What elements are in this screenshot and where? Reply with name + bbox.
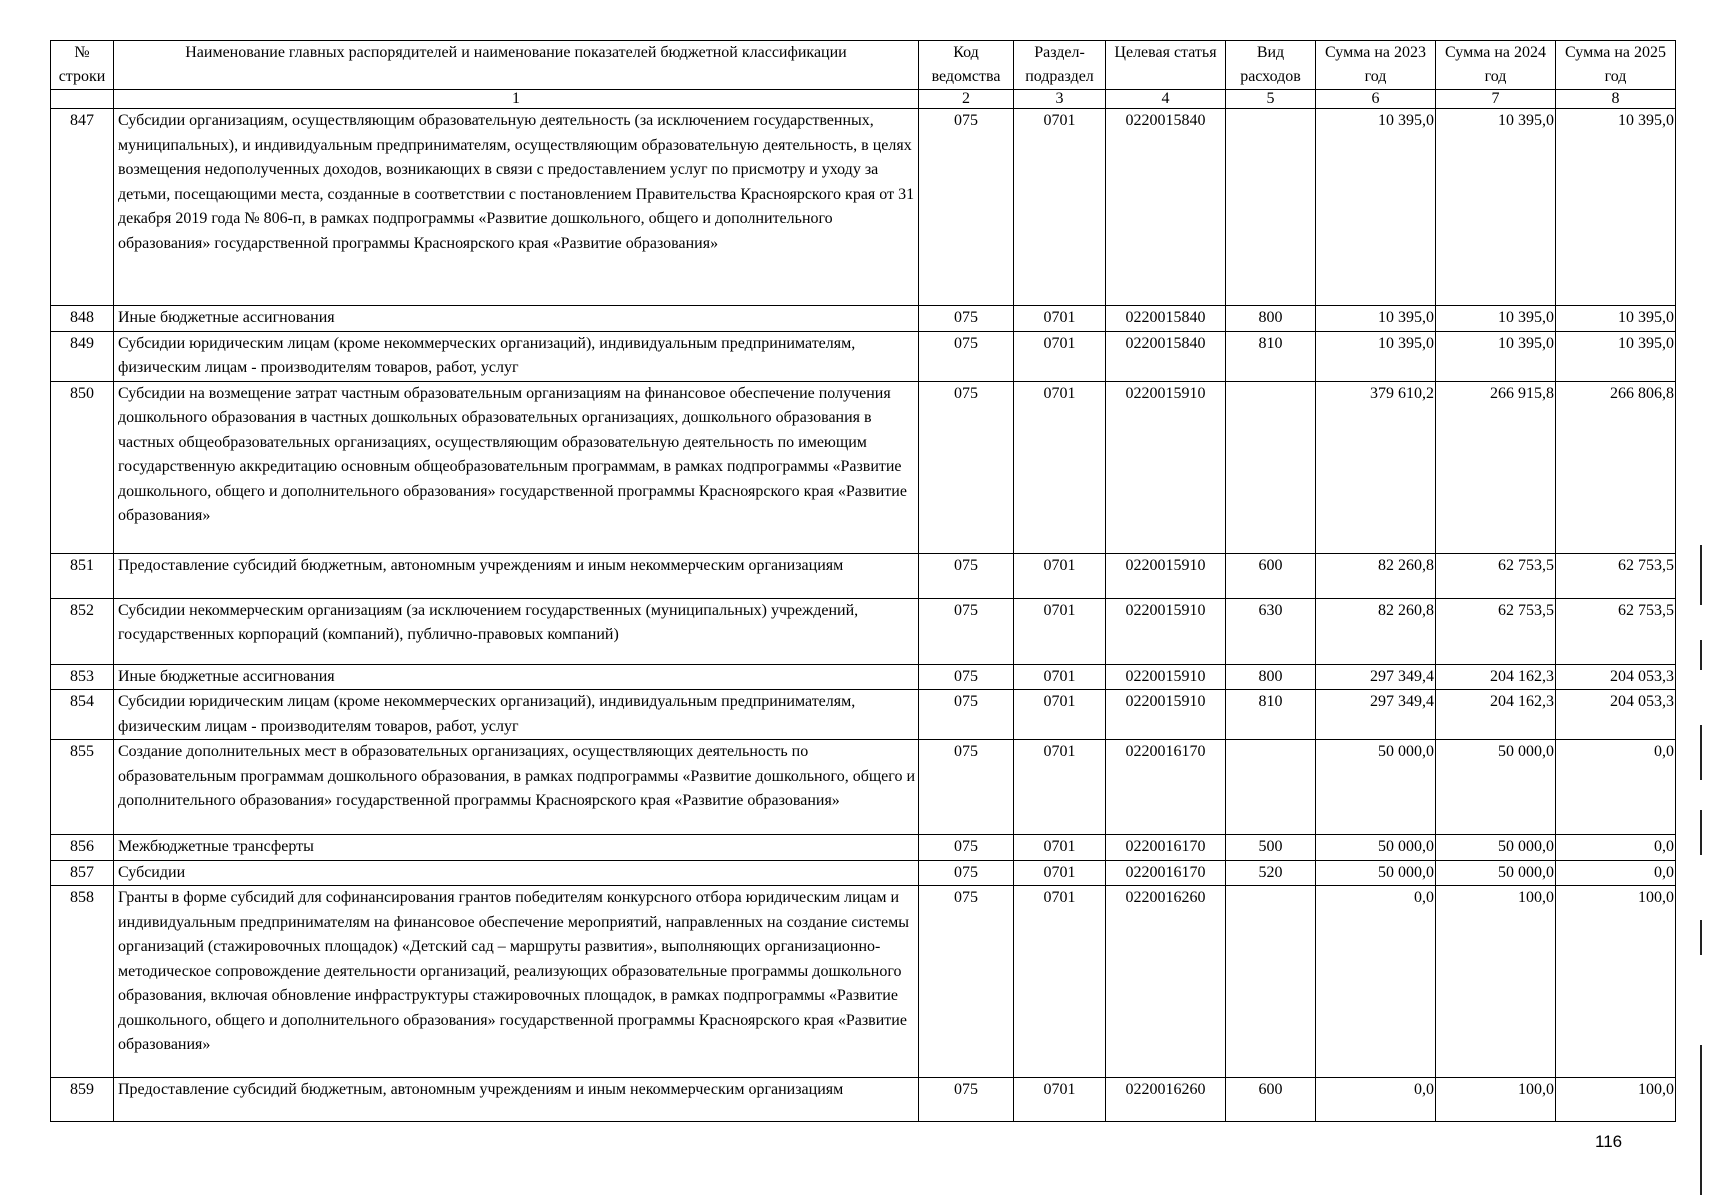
table-row [51,306,1676,332]
budget-table [50,40,1676,1122]
row-sum-2023: 82 260,8 [1316,553,1436,598]
row-sum-2023: 0,0 [1316,1078,1436,1122]
row-dept-code: 075 [919,664,1014,690]
header-sum-2025: Сумма на 2025 год [1556,41,1676,90]
row-target: 0220015840 [1106,306,1226,332]
row-sum-2024: 50 000,0 [1436,860,1556,886]
row-target: 0220015910 [1106,553,1226,598]
row-sum-2024: 62 753,5 [1436,553,1556,598]
table-row [51,664,1676,690]
row-target: 0220015840 [1106,109,1226,306]
column-number: 3 [1014,90,1106,109]
row-target: 0220016260 [1106,886,1226,1078]
row-expense-type: 600 [1226,553,1316,598]
row-section: 0701 [1014,381,1106,553]
row-expense-type: 810 [1226,331,1316,381]
header-target: Целевая статья [1106,41,1226,90]
row-number: 850 [51,381,114,553]
header-name: Наименование главных распорядителей и наименование показателей бюджетной классификации [114,41,919,90]
row-sum-2024: 204 162,3 [1436,690,1556,740]
column-number: 8 [1556,90,1676,109]
row-number: 856 [51,835,114,861]
row-dept-code: 075 [919,886,1014,1078]
header-section: Раздел-подраздел [1014,41,1106,90]
row-sum-2024: 50 000,0 [1436,835,1556,861]
row-dept-code: 075 [919,835,1014,861]
header-row [51,41,1676,90]
row-number: 851 [51,553,114,598]
row-sum-2025: 266 806,8 [1556,381,1676,553]
row-target: 0220015840 [1106,331,1226,381]
row-name: Гранты в форме субсидий для софинансирования грантов победителям конкурсного отбора юридическим лицам и индивидуальным предпринимателям на финансовое обеспечение мероприятий, направленных на создание системы организаций (стажировочных площадок) «Детский сад – маршруты развития», выполняющих организационно-методическое сопровождение деятельности организаций, реализующих образовательные программы дошкольного образования, включая обновление инфраструктуры стажировочных площадок, в рамках подпрограммы «Развитие дошкольного, общего и дополнительного образования» государственной программы Красноярского края «Развитие образования» [114,886,919,1078]
row-name: Субсидии [114,860,919,886]
row-dept-code: 075 [919,381,1014,553]
row-sum-2024: 266 915,8 [1436,381,1556,553]
row-expense-type: 630 [1226,598,1316,664]
row-section: 0701 [1014,598,1106,664]
row-name: Иные бюджетные ассигнования [114,664,919,690]
header-sum-2024: Сумма на 2024 год [1436,41,1556,90]
header-dept-code: Код ведомства [919,41,1014,90]
row-sum-2024: 10 395,0 [1436,109,1556,306]
row-sum-2025: 204 053,3 [1556,664,1676,690]
scan-artifact [1700,725,1702,780]
row-name: Предоставление субсидий бюджетным, автономным учреждениям и иным некоммерческим организациям [114,553,919,598]
column-number: 6 [1316,90,1436,109]
row-sum-2024: 50 000,0 [1436,740,1556,835]
row-number: 852 [51,598,114,664]
row-number: 855 [51,740,114,835]
row-expense-type [1226,886,1316,1078]
row-target: 0220016170 [1106,860,1226,886]
row-sum-2025: 10 395,0 [1556,331,1676,381]
header-row-no: № строки [51,41,114,90]
row-sum-2025: 10 395,0 [1556,306,1676,332]
row-number: 858 [51,886,114,1078]
row-number: 847 [51,109,114,306]
page-number: 116 [1595,1132,1623,1151]
row-sum-2023: 297 349,4 [1316,690,1436,740]
row-expense-type: 800 [1226,664,1316,690]
row-expense-type: 810 [1226,690,1316,740]
row-sum-2024: 10 395,0 [1436,306,1556,332]
row-section: 0701 [1014,886,1106,1078]
row-sum-2023: 10 395,0 [1316,331,1436,381]
row-sum-2024: 100,0 [1436,886,1556,1078]
row-section: 0701 [1014,860,1106,886]
row-sum-2023: 50 000,0 [1316,835,1436,861]
row-section: 0701 [1014,1078,1106,1122]
row-sum-2024: 100,0 [1436,1078,1556,1122]
row-dept-code: 075 [919,860,1014,886]
row-number: 849 [51,331,114,381]
row-sum-2024: 62 753,5 [1436,598,1556,664]
row-name: Субсидии некоммерческим организациям (за исключением государственных (муниципальных) учреждений, государственных корпораций (компаний), публично-правовых компаний) [114,598,919,664]
table-row [51,598,1676,664]
row-sum-2023: 379 610,2 [1316,381,1436,553]
table-row [51,860,1676,886]
row-sum-2025: 62 753,5 [1556,598,1676,664]
row-target: 0220015910 [1106,381,1226,553]
row-sum-2023: 0,0 [1316,886,1436,1078]
column-number: 2 [919,90,1014,109]
table-row [51,690,1676,740]
row-dept-code: 075 [919,1078,1014,1122]
row-target: 0220016170 [1106,740,1226,835]
row-sum-2023: 10 395,0 [1316,306,1436,332]
table-row [51,553,1676,598]
row-sum-2025: 100,0 [1556,886,1676,1078]
row-sum-2025: 100,0 [1556,1078,1676,1122]
column-number: 4 [1106,90,1226,109]
row-section: 0701 [1014,664,1106,690]
row-sum-2023: 297 349,4 [1316,664,1436,690]
row-section: 0701 [1014,740,1106,835]
row-expense-type [1226,740,1316,835]
scan-artifact [1700,1045,1702,1195]
row-sum-2025: 204 053,3 [1556,690,1676,740]
scan-artifact [1700,545,1702,605]
row-sum-2023: 50 000,0 [1316,740,1436,835]
row-section: 0701 [1014,690,1106,740]
row-sum-2023: 10 395,0 [1316,109,1436,306]
row-expense-type [1226,109,1316,306]
row-dept-code: 075 [919,109,1014,306]
row-name: Предоставление субсидий бюджетным, автономным учреждениям и иным некоммерческим организациям [114,1078,919,1122]
row-sum-2025: 62 753,5 [1556,553,1676,598]
row-dept-code: 075 [919,598,1014,664]
row-name: Создание дополнительных мест в образовательных организациях, осуществляющих деятельность по образовательным программам дошкольного образования, в рамках подпрограммы «Развитие дошкольного, общего и дополнительного образования» государственной программы Красноярского края «Развитие образования» [114,740,919,835]
column-number: 1 [114,90,919,109]
row-sum-2025: 0,0 [1556,740,1676,835]
row-expense-type: 800 [1226,306,1316,332]
row-section: 0701 [1014,306,1106,332]
table-row [51,886,1676,1078]
row-section: 0701 [1014,331,1106,381]
row-dept-code: 075 [919,306,1014,332]
header-sum-2023: Сумма на 2023 год [1316,41,1436,90]
row-expense-type: 500 [1226,835,1316,861]
row-number: 854 [51,690,114,740]
row-dept-code: 075 [919,690,1014,740]
table-row [51,835,1676,861]
row-section: 0701 [1014,109,1106,306]
column-number: 5 [1226,90,1316,109]
row-expense-type [1226,381,1316,553]
scan-artifact [1700,640,1702,670]
table-row [51,109,1676,306]
row-expense-type: 520 [1226,860,1316,886]
row-sum-2025: 0,0 [1556,860,1676,886]
row-name: Иные бюджетные ассигнования [114,306,919,332]
scan-artifact [1700,810,1702,855]
row-target: 0220016260 [1106,1078,1226,1122]
row-target: 0220015910 [1106,690,1226,740]
column-number-row [51,90,1676,109]
row-number: 853 [51,664,114,690]
header-expense-type: Вид расходов [1226,41,1316,90]
column-number: 7 [1436,90,1556,109]
row-section: 0701 [1014,553,1106,598]
row-dept-code: 075 [919,331,1014,381]
row-section: 0701 [1014,835,1106,861]
row-name: Межбюджетные трансферты [114,835,919,861]
scan-artifact [1700,920,1702,955]
table-row [51,740,1676,835]
row-sum-2023: 82 260,8 [1316,598,1436,664]
table-row [51,1078,1676,1122]
row-number: 859 [51,1078,114,1122]
row-sum-2023: 50 000,0 [1316,860,1436,886]
row-number: 857 [51,860,114,886]
row-target: 0220015910 [1106,598,1226,664]
row-target: 0220016170 [1106,835,1226,861]
row-sum-2024: 204 162,3 [1436,664,1556,690]
row-name: Субсидии юридическим лицам (кроме некоммерческих организаций), индивидуальным предпринимателям, физическим лицам - производителям товаров, работ, услуг [114,331,919,381]
table-row [51,381,1676,553]
row-sum-2025: 10 395,0 [1556,109,1676,306]
row-target: 0220015910 [1106,664,1226,690]
table-row [51,331,1676,381]
column-number-blank [51,90,114,109]
row-name: Субсидии юридическим лицам (кроме некоммерческих организаций), индивидуальным предпринимателям, физическим лицам - производителям товаров, работ, услуг [114,690,919,740]
row-sum-2025: 0,0 [1556,835,1676,861]
row-dept-code: 075 [919,740,1014,835]
row-expense-type: 600 [1226,1078,1316,1122]
row-name: Субсидии на возмещение затрат частным образовательным организациям на финансовое обеспечение получения дошкольного образования в частных дошкольных образовательных организациях, дошкольного образования в частных общеобразовательных организациях, осуществляющим образовательную деятельность по имеющим государственную аккредитацию основным общеобразовательным программам, в рамках подпрограммы «Развитие дошкольного, общего и дополнительного образования» государственной программы Красноярского края «Развитие образования» [114,381,919,553]
row-number: 848 [51,306,114,332]
row-sum-2024: 10 395,0 [1436,331,1556,381]
row-name: Субсидии организациям, осуществляющим образовательную деятельность (за исключением государственных, муниципальных), и индивидуальным предпринимателям, осуществляющим образовательную деятельность, в целях возмещения недополученных доходов, возникающих в связи с предоставлением услуг по присмотру и уходу за детьми, посещающими места, созданные в соответствии с постановлением Правительства Красноярского края от 31 декабря 2019 года № 806-п, в рамках подпрограммы «Развитие дошкольного, общего и дополнительного образования» государственной программы Красноярского края «Развитие образования» [114,109,919,306]
row-dept-code: 075 [919,553,1014,598]
